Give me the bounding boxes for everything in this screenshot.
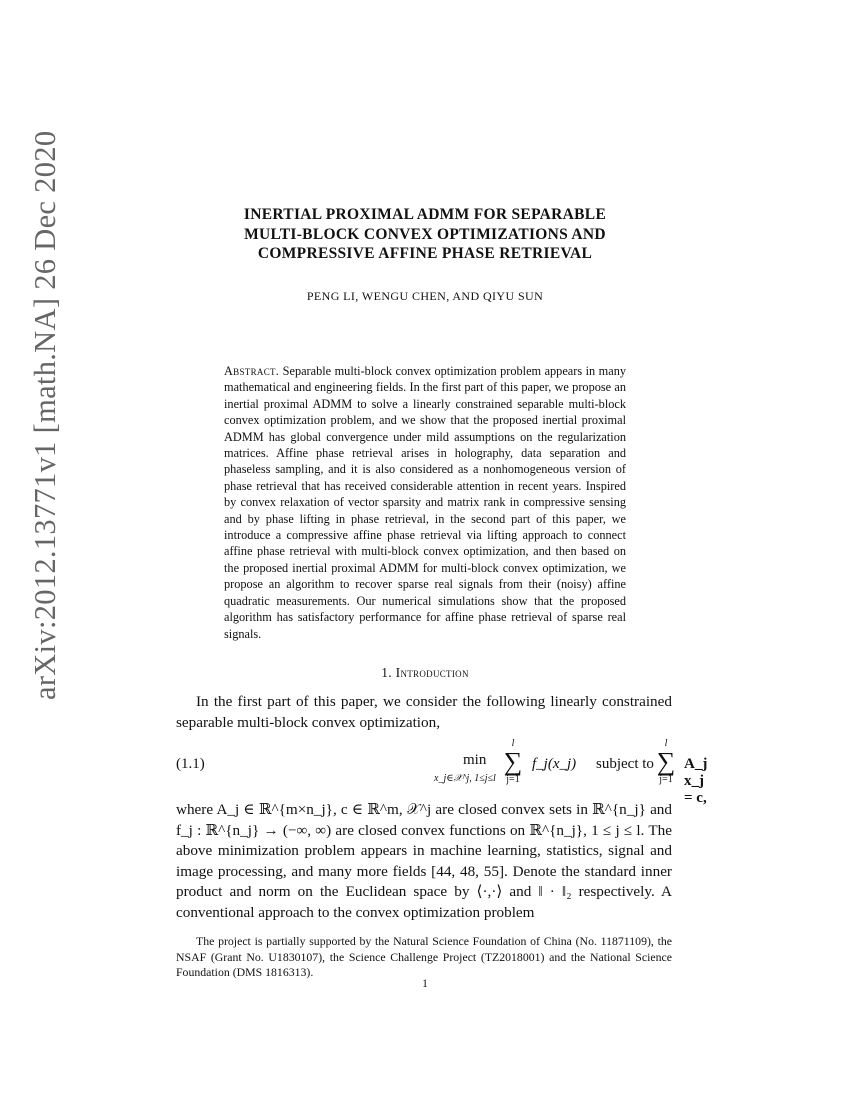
sigma-symbol: ∑ — [503, 747, 523, 776]
min-operator: min — [463, 752, 487, 768]
authors: PENG LI, WENGU CHEN, AND QIYU SUN — [306, 289, 544, 303]
title-line-3: COMPRESSIVE AFFINE PHASE RETRIEVAL — [257, 245, 593, 262]
arxiv-stamp: arXiv:2012.13771v1 [math.NA] 26 Dec 2020 — [28, 130, 62, 700]
title-line-1: INERTIAL PROXIMAL ADMM FOR SEPARABLE — [243, 206, 607, 223]
sum-objective — [498, 738, 528, 786]
objective-term: f_j(x_j) — [532, 756, 577, 772]
abstract-text: Separable multi-block convex optimization problem appears in many mathematical and engineering fields. In the first part of this paper, we propose an inertial proximal ADMM to solve a linearly constrained separable multi-block convex optimization problem, and we show that the proposed inertial proximal ADMM has global convergence under mild assumptions on the regularization matrices. Affine phase retrieval arises in holography, data separation and phaseless sampling, and it is also considered as a nonhomogeneous version of phase retrieval that has received considerable attention in recent years. Inspired by convex relaxation of vector sparsity and matrix rank in compressive sensing and by phase lifting in phase retrieval, in the second part of this paper, we introduce a compressive affine phase retrieval via lifting approach to connect affine phase retrieval with multi-block convex optimization, and then based on the proposed inertial proximal ADMM for multi-block convex optimization, we propose an algorithm to recover sparse real signals from their (noisy) affine quadratic measurements. Our numerical simulations show that the proposed algorithm has satisfactory performance for affine phase retrieval of sparse real signals. — [224, 364, 626, 641]
abstract-label: Abstract. — [224, 364, 280, 378]
sum-lower-limit-2: j=1 — [659, 774, 673, 785]
sum-constraint — [651, 738, 681, 786]
intro-paragraph-1: In the first part of this paper, we consider the following linearly constrained separable multi-block convex optimization, — [176, 693, 672, 731]
sum-upper-limit-2: l — [664, 738, 668, 749]
page-number: 1 — [422, 978, 428, 990]
equation-1-1 — [176, 738, 708, 806]
title-line-2: MULTI-BLOCK CONVEX OPTIMIZATIONS AND — [244, 225, 606, 243]
paper-title — [150, 205, 700, 264]
subject-to-text: subject to — [596, 756, 654, 772]
sigma-symbol-2: ∑ — [656, 747, 676, 776]
sum-lower-limit: j=1 — [506, 774, 520, 785]
section-heading — [150, 665, 700, 681]
section-title: Introduction — [395, 665, 469, 680]
intro-paragraph-2: where A_j ∈ ℝ^{m×n_j}, c ∈ ℝ^m, 𝒳^j are closed convex sets in ℝ^{n_j} and f_j : ℝ^{n_j} → (−∞, ∞) are closed convex functions on ℝ^{n_j}, 1 ≤ j ≤ l. The above minimization problem appears in machine learning, statistics, signal and image processing, and many more fields [44, 48, 55]. Denote the standard inner product and norm on the Euclidean space by ⟨·,·⟩ and ‖ · ‖₂ respectively. A conventional approach to the convex optimization problem — [176, 801, 672, 921]
sum-upper-limit: l — [511, 738, 515, 749]
min-subscript: x_j∈𝒳^j, 1≤j≤l — [434, 773, 496, 784]
constraint-term: A_j x_j = c, — [684, 756, 708, 806]
footnote: The project is partially supported by the Natural Science Foundation of China (No. 11871109), the NSAF (Grant No. U1830107), the Science Challenge Project (TZ2018001) and the National Science Foundation (DMS 1816313). — [176, 934, 672, 979]
section-number: 1. — [381, 665, 392, 680]
equation-number: (1.1) — [176, 756, 205, 772]
abstract — [224, 363, 626, 642]
